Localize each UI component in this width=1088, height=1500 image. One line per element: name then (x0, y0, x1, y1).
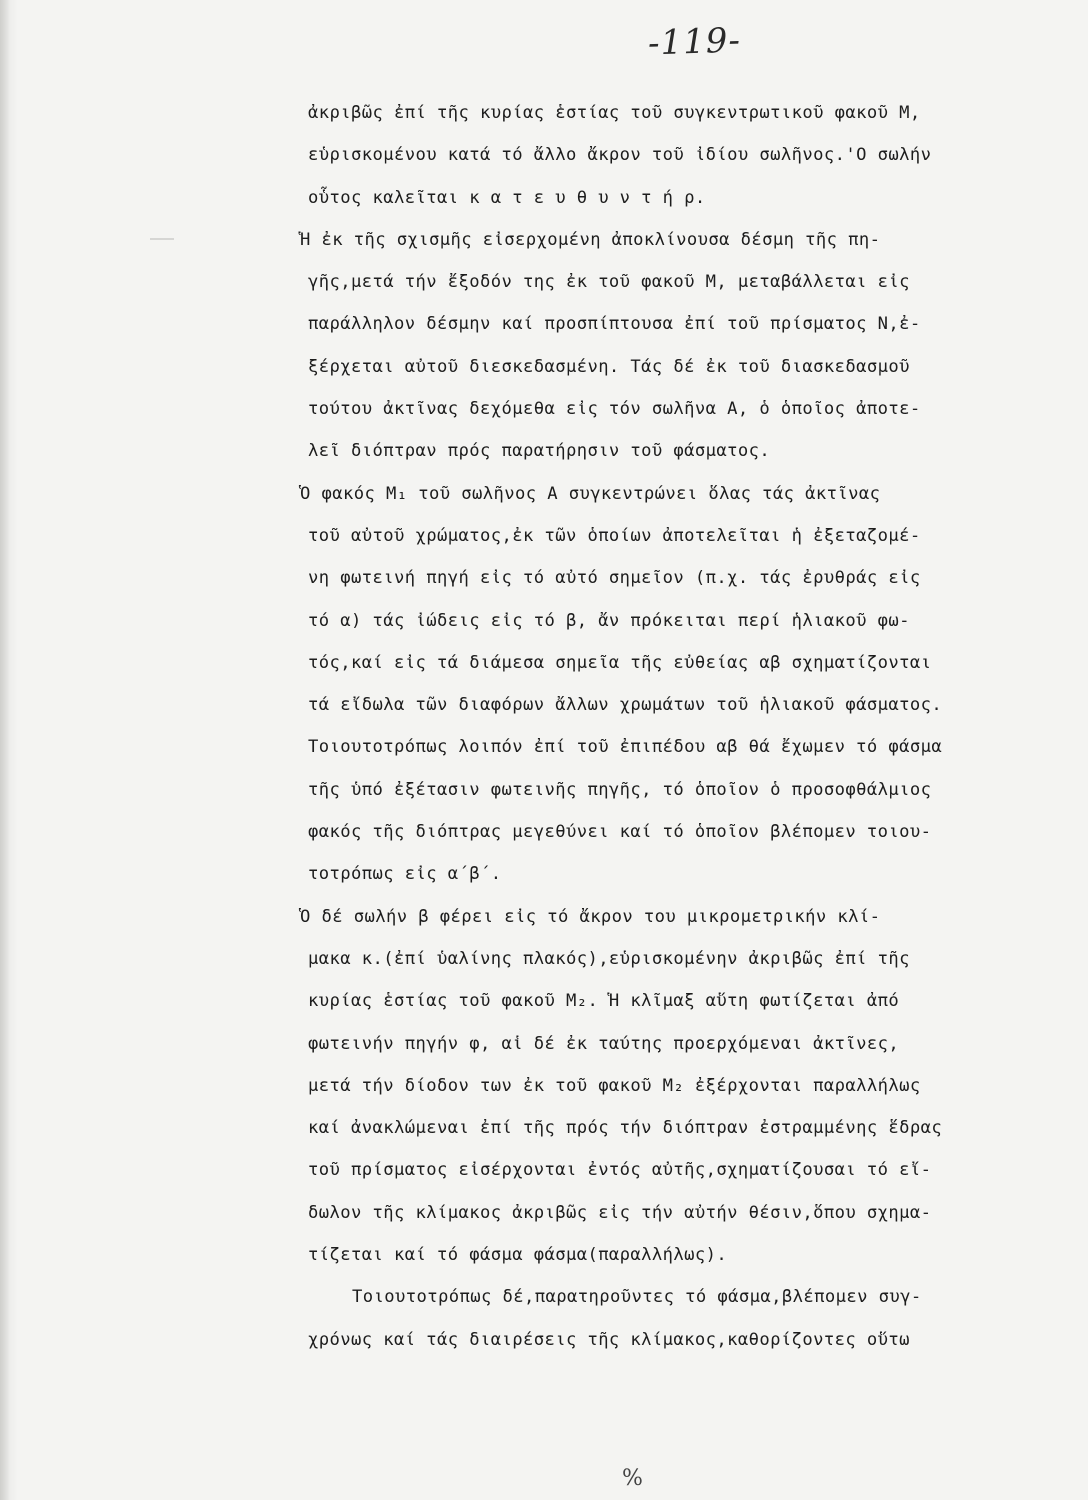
text-line: δωλον τῆς κλίμακος ἀκριβῶς εἰς τήν αὐτήν θέσιν,ὅπου σχημα- (308, 1202, 932, 1223)
binding-shadow (0, 0, 10, 1500)
text-line: τά εἴδωλα τῶν διαφόρων ἄλλων χρωμάτων τοῦ ἡλιακοῦ φάσματος. (308, 695, 943, 716)
text-line: μακα κ.(ἐπί ὑαλίνης πλακός),εὑρισκομένην ἀκριβῶς ἐπί τῆς (308, 948, 910, 969)
text-line: μετά τήν δίοδον των ἐκ τοῦ φακοῦ Μ₂ ἐξέρχονται παραλλήλως (308, 1075, 921, 1096)
text-line: Τοιουτοτρόπως λοιπόν ἐπί τοῦ ἐπιπέδου αβ θά ἔχωμεν τό φάσμα (308, 737, 943, 758)
text-line: τοῦ πρίσματος εἰσέρχονται ἐντός αὐτῆς,σχηματίζουσαι τό εἴ- (308, 1160, 932, 1181)
text-line: νη φωτεινή πηγή εἰς τό αὐτό σημεῖον (π.χ. τάς ἐρυθράς εἰς (308, 568, 921, 589)
text-line: εὑρισκομένου κατά τό ἄλλο ἄκρον τοῦ ἰδίου σωλῆνος.'Ο σωλήν (308, 145, 932, 166)
text-line: τοῦ αὐτοῦ χρώματος,ἐκ τῶν ὁποίων ἀποτελεῖται ἡ ἐξεταζομέ- (308, 525, 921, 546)
text-line: Τοιουτοτρόπως δέ,παρατηροῦντες τό φάσμα,βλέπομεν συγ- (352, 1287, 922, 1308)
text-line: φωτεινήν πηγήν φ, αἱ δέ ἐκ ταύτης προερχόμεναι ἀκτῖνες, (308, 1033, 900, 1054)
text-line: τό α) τάς ἰώδεις εἰς τό β, ἄν πρόκειται περί ἡλιακοῦ φω- (308, 610, 910, 631)
text-line: τῆς ὑπό ἐξέτασιν φωτεινῆς πηγῆς, τό ὁποῖον ὁ προσοφθάλμιος (308, 779, 932, 800)
text-line: γῆς,μετά τήν ἔξοδόν της ἐκ τοῦ φακοῦ Μ, μεταβάλλεται εἰς (308, 272, 910, 293)
text-line: τός,καί εἰς τά διάμεσα σημεῖα τῆς εὐθείας αβ σχηματίζονται (308, 652, 932, 673)
text-line: τοτρόπως εἰς α΄β΄. (308, 864, 502, 885)
text-line: φακός τῆς διόπτρας μεγεθύνει καί τό ὁποῖον βλέπομεν τοιου- (308, 822, 932, 843)
text-line: χρόνως καί τάς διαιρέσεις τῆς κλίμακος,καθορίζοντες οὕτω (308, 1329, 910, 1350)
text-line: κυρίας ἑστίας τοῦ φακοῦ Μ₂. Ἡ κλῖμαξ αὕτη φωτίζεται ἀπό (308, 991, 900, 1012)
text-line: Ἡ ἐκ τῆς σχισμῆς εἰσερχομένη ἀποκλίνουσα δέσμη τῆς πη- (300, 229, 881, 250)
text-line: λεῖ διόπτραν πρός παρατήρησιν τοῦ φάσματος. (308, 441, 771, 462)
page-number: -119- (647, 20, 742, 64)
text-line: οὗτος καλεῖται κ α τ ε υ θ υ ν τ ή ρ. (308, 187, 706, 208)
body-text (300, 92, 1080, 1361)
text-line: παράλληλον δέσμην καί προσπίπτουσα ἐπί τοῦ πρίσματος Ν,ἐ- (308, 314, 921, 335)
text-line: τίζεται καί τό φάσμα φάσμα(παραλλήλως). (308, 1245, 728, 1266)
margin-mark (150, 238, 174, 240)
text-line: τούτου ἀκτῖνας δεχόμεθα εἰς τόν σωλῆνα Α, ὁ ὁποῖος ἀποτε- (308, 399, 921, 420)
text-line: ξέρχεται αὐτοῦ διεσκεδασμένη. Τάς δέ ἐκ τοῦ διασκεδασμοῦ (308, 356, 910, 377)
text-line: Ὁ φακός Μ₁ τοῦ σωλῆνος Α συγκεντρώνει ὅλας τάς ἀκτῖνας (300, 483, 881, 504)
text-line: καί ἀνακλώμεναι ἐπί τῆς πρός τήν διόπτραν ἐστραμμένης ἕδρας (308, 1118, 943, 1139)
footer-mark: % (622, 1466, 643, 1491)
text-line: Ὁ δέ σωλήν β φέρει εἰς τό ἄκρον του μικρομετρικήν κλί- (300, 906, 881, 927)
text-line: ἀκριβῶς ἐπί τῆς κυρίας ἑστίας τοῦ συγκεντρωτικοῦ φακοῦ Μ, (308, 103, 921, 123)
